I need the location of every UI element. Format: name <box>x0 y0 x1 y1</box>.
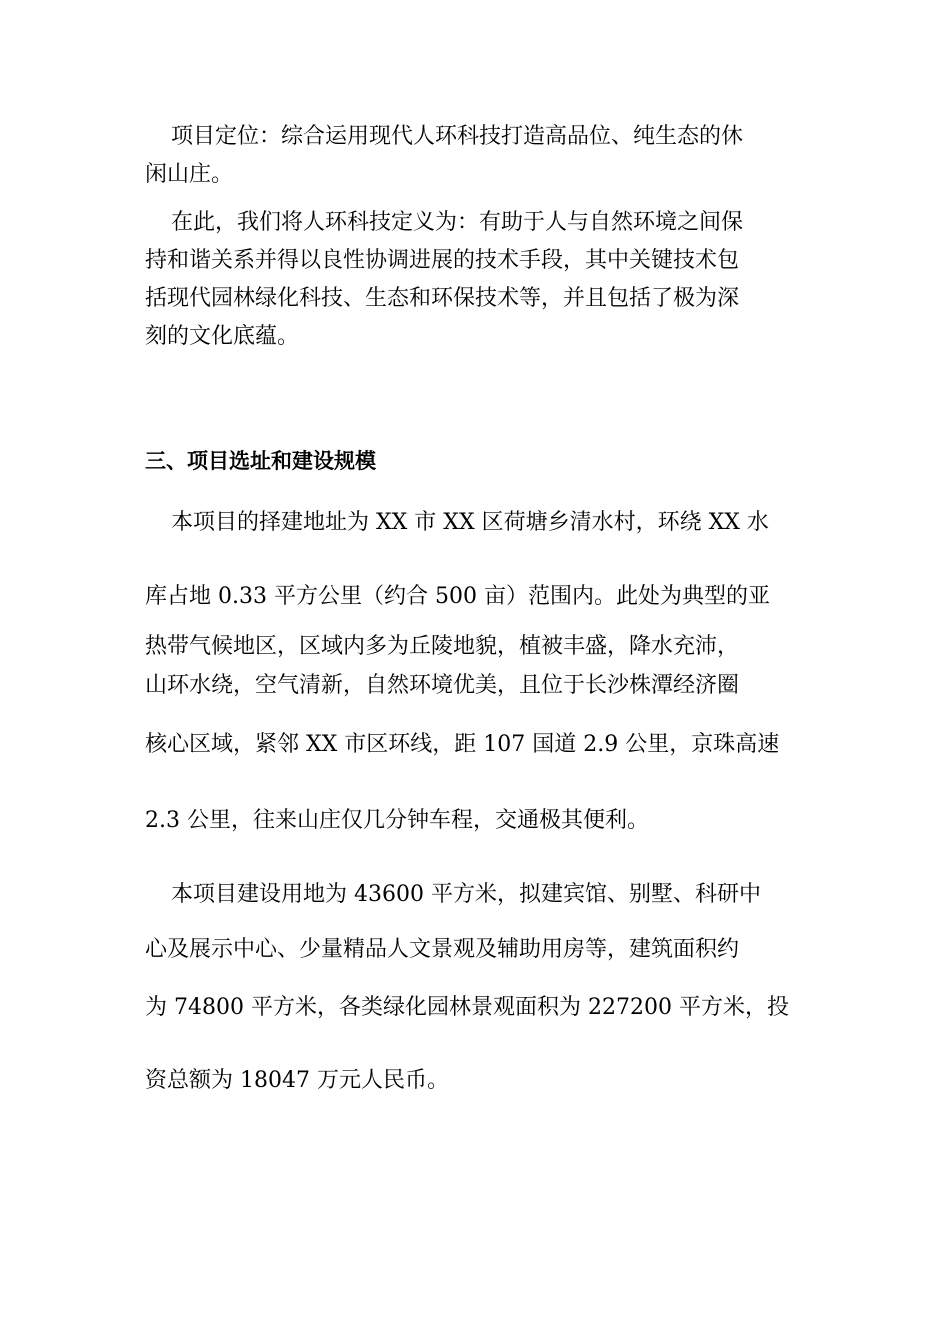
paragraph-scale-line-4: 资总额为 18047 万元人民币。 <box>145 1068 449 1093</box>
paragraph-scale-line-1: 本项目建设用地为 43600 平方米，拟建宾馆、别墅、科研中 <box>171 882 761 907</box>
paragraph-definition-line-4: 刻的文化底蕴。 <box>145 324 300 349</box>
paragraph-location-line-6: 2.3 公里，往来山庄仅几分钟车程，交通极其便利。 <box>145 808 649 833</box>
paragraph-location-line-2: 库占地 0.33 平方公里（约合 500 亩）范围内。此处为典型的亚 <box>145 584 770 609</box>
paragraph-location-line-4: 山环水绕，空气清新，自然环境优美，且位于长沙株潭经济圈 <box>145 673 740 698</box>
paragraph-location-line-5: 核心区域，紧邻 XX 市区环线，距 107 国道 2.9 公里，京珠高速 <box>145 732 780 757</box>
paragraph-definition-line-1: 在此，我们将人环科技定义为：有助于人与自然环境之间保 <box>171 210 744 235</box>
paragraph-location-line-3: 热带气候地区，区域内多为丘陵地貌，植被丰盛，降水充沛， <box>145 634 740 659</box>
paragraph-scale-line-2: 心及展示中心、少量精品人文景观及辅助用房等，建筑面积约 <box>145 937 740 962</box>
paragraph-location-line-1: 本项目的择建地址为 XX 市 XX 区荷塘乡清水村，环绕 XX 水 <box>171 510 769 535</box>
paragraph-scale-line-3: 为 74800 平方米，各类绿化园林景观面积为 227200 平方米，投 <box>145 995 789 1020</box>
paragraph-definition-line-2: 持和谐关系并得以良性协调进展的技术手段，其中关键技术包 <box>145 248 740 273</box>
paragraph-definition-line-3: 括现代园林绿化科技、生态和环保技术等，并且包括了极为深 <box>145 286 740 311</box>
section-heading: 三、项目选址和建设规模 <box>145 449 376 473</box>
paragraph-positioning-line-1: 项目定位：综合运用现代人环科技打造高品位、纯生态的休 <box>171 124 744 149</box>
paragraph-positioning-line-2: 闲山庄。 <box>145 162 234 187</box>
